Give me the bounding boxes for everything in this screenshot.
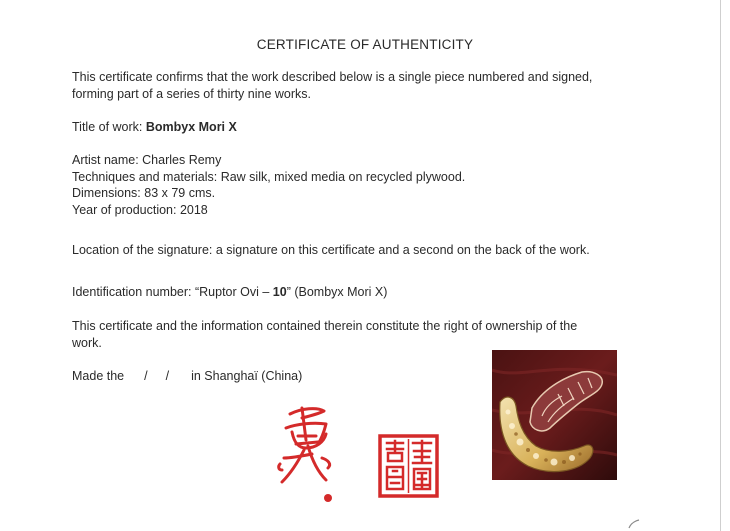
title-of-work-label: Title of work: xyxy=(72,120,146,134)
identification-suffix: ” (Bombyx Mori X) xyxy=(286,285,388,299)
date-slash-2: / xyxy=(165,369,170,383)
corner-mark xyxy=(628,519,640,529)
ownership-line-2: work. xyxy=(72,336,102,350)
date-slash-1: / xyxy=(144,369,148,383)
red-seal-stamp xyxy=(377,433,440,499)
made-place: in Shanghaï (China) xyxy=(191,369,303,383)
certificate-title: CERTIFICATE OF AUTHENTICITY xyxy=(256,37,474,52)
year-of-production: Year of production: 2018 xyxy=(72,203,208,217)
ownership-line-1: This certificate and the information contained therein constitute the right of ownership of the xyxy=(72,319,578,333)
made-line xyxy=(72,368,302,385)
handwritten-signature xyxy=(262,402,352,507)
signature-location: Location of the signature: a signature on this certificate and a second on the back of the work. xyxy=(72,243,590,257)
artwork-thumbnail xyxy=(492,350,617,480)
title-of-work-value: Bombyx Mori X xyxy=(145,120,237,134)
techniques-materials: Techniques and materials: Raw silk, mixed media on recycled plywood. xyxy=(72,170,466,184)
title-of-work xyxy=(72,119,237,136)
intro-line-1: This certificate confirms that the work described below is a single piece numbered and signed, xyxy=(72,70,593,84)
identification-prefix: Identification number: “Ruptor Ovi – xyxy=(72,285,273,299)
intro-line-2: forming part of a series of thirty nine works. xyxy=(72,87,311,101)
identification-number-value: 10 xyxy=(272,285,287,299)
identification-number xyxy=(72,284,387,301)
artist-name: Artist name: Charles Remy xyxy=(72,153,222,167)
dimensions: Dimensions: 83 x 79 cms. xyxy=(72,186,216,200)
page-edge-line xyxy=(720,0,721,531)
made-the-label: Made the xyxy=(72,369,125,383)
